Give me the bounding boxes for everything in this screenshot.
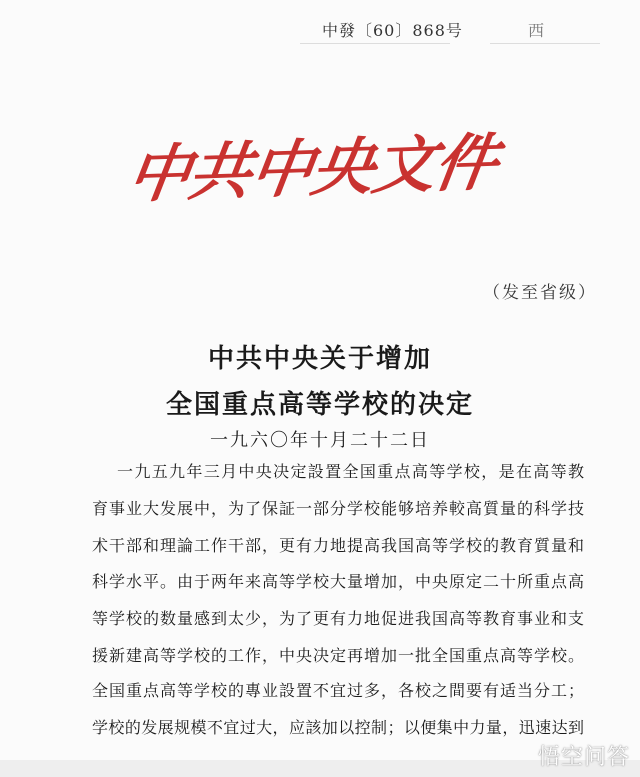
body-line: 等学校的数量感到太少，为了更有力地促进我国高等教育事业和支	[92, 609, 584, 628]
document-title-line: 全国重点高等学校的决定	[165, 390, 474, 420]
body-line: 援新建高等学校的工作，中央决定再增加一批全国重点高等学校。	[92, 646, 584, 665]
body-line: 术干部和理論工作干部，更有力地提高我国高等学校的教育質量和	[92, 536, 584, 555]
document-mark: 西	[528, 21, 545, 40]
body-line: 科学水平。由于两年来高等学校大量增加，中央原定二十所重点高	[92, 572, 584, 591]
body-line: 育事业大发展中，为了保証一部分学校能够培养較高質量的科学技	[92, 499, 584, 518]
document-number: 中發〔60〕868号	[322, 21, 463, 40]
watermark: 悟空问答	[537, 745, 630, 770]
body-line: 一九五九年三月中央决定設置全国重点高等学校，是在高等教	[117, 462, 584, 481]
document-date: 一九六〇年十月二十二日	[210, 430, 430, 451]
distribution-note: （发至省级）	[483, 283, 597, 303]
document-title-line: 中共中央关于增加	[207, 344, 432, 374]
red-masthead-logo: 中共中央文件	[122, 125, 502, 212]
divider	[490, 43, 600, 44]
body-line: 学校的发展规模不宜过大，应該加以控制；以便集中力量，迅速达到	[92, 718, 584, 737]
divider	[300, 43, 450, 44]
body-line: 全国重点高等学校的專业設置不宜过多，各校之間要有适当分工；	[92, 681, 584, 700]
